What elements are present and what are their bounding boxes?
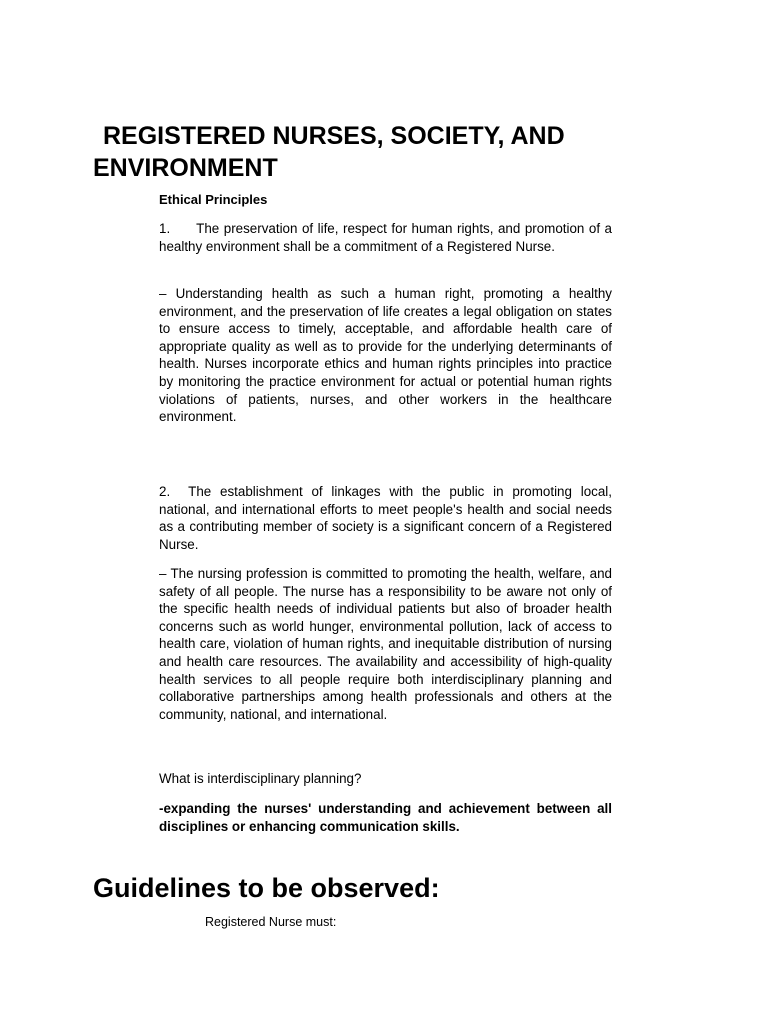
guidelines-intro: Registered Nurse must: bbox=[205, 915, 337, 929]
answer-text: -expanding the nurses' understanding and achievement between all disciplines or enhancing communication skills. bbox=[159, 801, 612, 834]
principle-2-statement bbox=[159, 483, 612, 553]
principle-2-explanation: – The nursing profession is committed to promoting the health, welfare, and safety of all people. The nurse has a responsibility to be aware not only of the specific health needs of individual patients but also of broader health concerns such as world hunger, environmental pollution, lack of access to health care, violation of human rights, and inequitable distribution of nursing and health care resources. The availability and accessibility of high-quality health services to all people require both interdisciplinary planning and collaborative partnerships among health professionals and others at the community, national, and international. bbox=[159, 566, 612, 722]
principle-2-number: 2. bbox=[159, 484, 171, 499]
principle-1-number: 1. bbox=[159, 221, 171, 236]
document-title bbox=[93, 120, 693, 184]
document-title-line-1: REGISTERED NURSES, SOCIETY, AND bbox=[103, 122, 565, 150]
principle-2-text: The establishment of linkages with the public in promoting local, national, and international efforts to meet people's health and social needs as a contributing member of society is a significant concern of a Registered Nurse. bbox=[159, 484, 612, 552]
principle-1-explanation: – Understanding health as such a human right, promoting a healthy environment, and the preservation of life creates a legal obligation on states to ensure access to timely, acceptable, and affordable health care of appropriate quality as well as to provide for the underlying determinants of health. Nurses incorporate ethics and human rights principles into practice by monitoring the practice environment for actual or potential human rights violations of patients, nurses, and other workers in the healthcare environment. bbox=[159, 286, 612, 425]
section-heading: Ethical Principles bbox=[159, 192, 268, 207]
principle-1-text: The preservation of life, respect for human rights, and promotion of a healthy environment shall be a commitment of a Registered Nurse. bbox=[159, 221, 612, 254]
document-title-line-2: ENVIRONMENT bbox=[93, 154, 278, 182]
guidelines-heading: Guidelines to be observed: bbox=[93, 873, 440, 903]
question-text: What is interdisciplinary planning? bbox=[159, 771, 362, 786]
principle-1-statement bbox=[159, 220, 612, 255]
